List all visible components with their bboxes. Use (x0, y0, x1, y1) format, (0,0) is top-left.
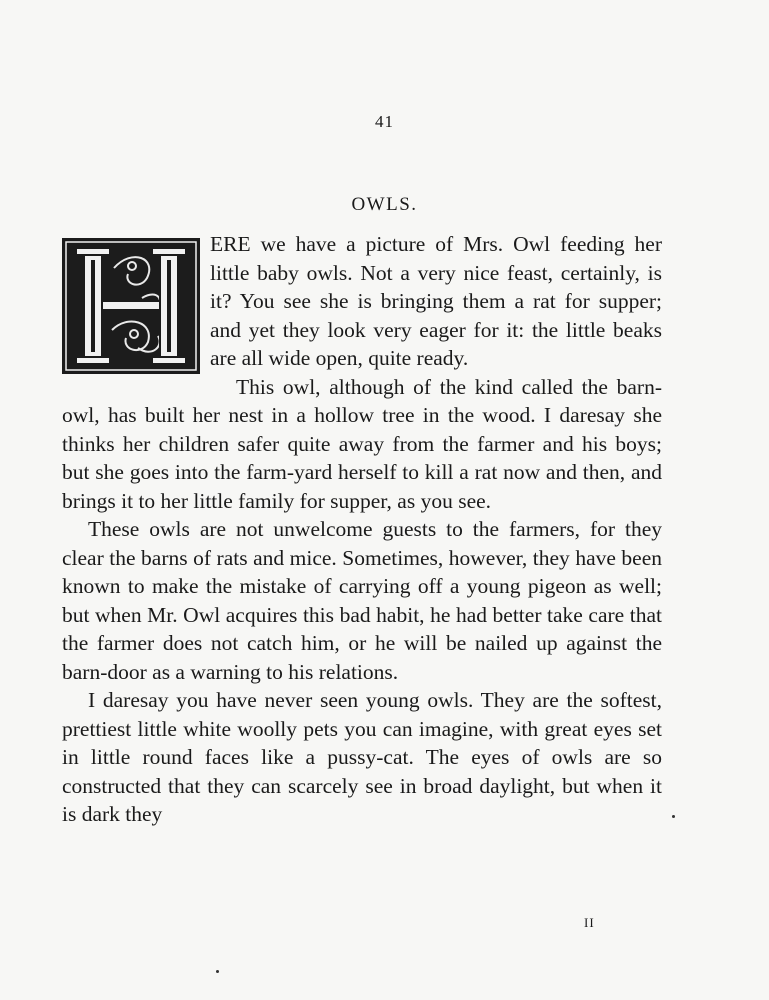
body-text (62, 230, 662, 829)
paragraph-3: These owls are not unwelcome guests to the farmers, for they clear the barns of rats and mice. Sometimes, however, they have been known to make the mistake of carrying off a young pigeon as well; but when Mr. Owl acquires this bad habit, he had better take care that the farmer does not catch him, or he will be nailed up against the barn-door as a warning to his relations. (62, 517, 662, 684)
paragraph-4: I daresay you have never seen young owls. They are the softest, prettiest little white woolly pets you can imagine, with great eyes set in little round faces like a pussy-cat. The eyes of owls are so constructed that they can scarcely see in broad daylight, but when it is dark they (62, 688, 662, 826)
paragraph-1 (62, 230, 662, 373)
signature-mark: II (584, 915, 595, 930)
page-number: 41 (375, 112, 394, 131)
print-speck (672, 815, 675, 818)
chapter-title: OWLS. (351, 194, 418, 215)
paragraph-2: This owl, although of the kind called the barn-owl, has built her nest in a hollow tree in the wood. I daresay she thinks her children safer quite away from the farmer and his boys; but she goes into the farm-yard herself to kill a rat now and then, and brings it to her little family for supper, as you see. (62, 374, 662, 513)
drop-cap-h-ornament (62, 238, 200, 374)
print-speck (216, 970, 219, 973)
paragraph-1-text: ERE we have a picture of Mrs. Owl feeding her little baby owls. Not a very nice feast, certainly, is it? You see she is bringing them a rat for supper; and yet they look very eager for it: the little beaks are all wide open, quite ready. (210, 232, 662, 370)
